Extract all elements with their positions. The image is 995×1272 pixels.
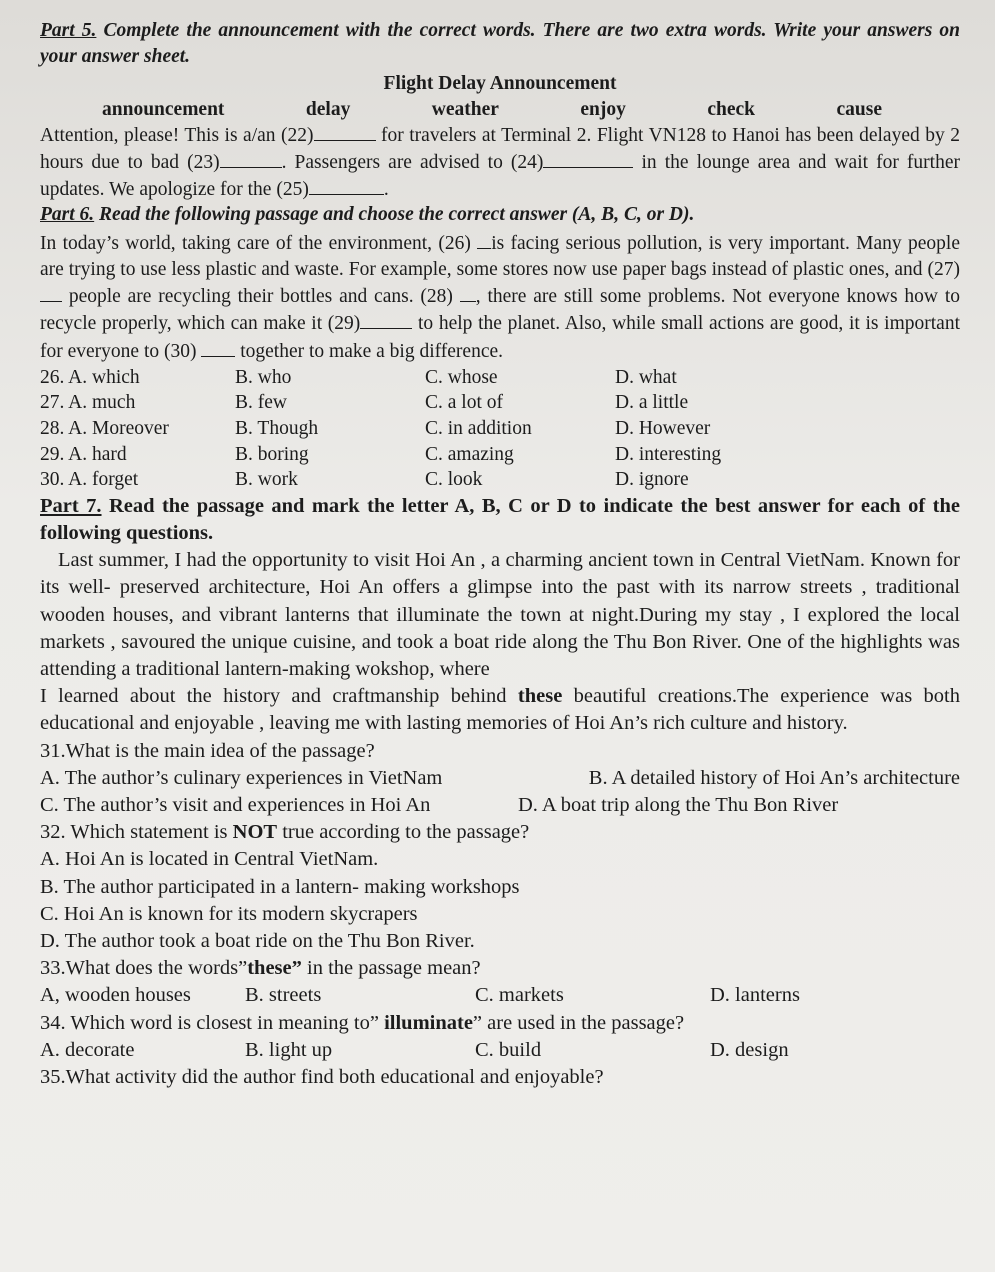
question-34 [40, 1010, 960, 1037]
option-d[interactable]: D. interesting [615, 443, 722, 465]
question-32 [40, 819, 960, 846]
option-c[interactable]: C. markets [475, 984, 564, 1007]
question-row [40, 442, 960, 468]
option-d[interactable]: D. design [710, 1038, 789, 1061]
question-row [40, 390, 960, 416]
option-a[interactable]: 28. A. Moreover [40, 417, 169, 439]
blank-24[interactable] [543, 149, 633, 168]
announcement-text-5: . [383, 178, 389, 200]
option-d[interactable]: D. The author took a boat ride on the Thu Bon River. [40, 929, 475, 952]
option-a[interactable]: 29. A. hard [40, 443, 127, 465]
part7-passage-para2 [40, 683, 960, 737]
part6-label: Part 6. [40, 204, 95, 226]
part6-questions [40, 365, 960, 493]
question-row [40, 416, 960, 442]
question-33-these: these” [247, 957, 302, 980]
blank-27[interactable] [40, 283, 62, 302]
question-row [40, 365, 960, 391]
blank-28[interactable] [460, 283, 476, 302]
announcement-text [40, 122, 960, 202]
option-a[interactable]: A. decorate [40, 1038, 135, 1061]
blank-23[interactable] [220, 149, 282, 168]
question-31-options [40, 792, 960, 819]
option-c[interactable]: C. Hoi An is known for its modern skycrapers [40, 902, 418, 925]
option-a[interactable]: A. Hoi An is located in Central VietNam. [40, 848, 379, 871]
option-c[interactable]: C. a lot of [425, 392, 503, 414]
announcement-title: Flight Delay Announcement [383, 73, 617, 95]
question-33-text: 33.What does the words” [40, 957, 248, 980]
option-c[interactable]: C. look [425, 469, 483, 491]
question-32-not: NOT [232, 821, 278, 844]
part6-passage-4: , there are still some problems. Not everyone knows how to recycle properly, which can make it (29) [40, 286, 960, 335]
option-c[interactable]: C. amazing [425, 443, 514, 465]
part6-passage-6: together to make a big difference. [235, 340, 504, 362]
word-bank-item: delay [305, 98, 351, 120]
option-d[interactable]: D. However [615, 417, 711, 439]
word-bank-item: enjoy [580, 98, 626, 120]
question-35: 35.What activity did the author find both educational and enjoyable? [40, 1066, 604, 1088]
part7-label: Part 7. [40, 494, 102, 517]
word-bank-item: cause [836, 98, 882, 120]
part7-heading [40, 493, 960, 547]
option-b[interactable]: B. light up [245, 1038, 333, 1061]
option-c[interactable]: C. build [475, 1038, 542, 1061]
part7-instructions: Read the passage and mark the letter A, B, C or D to indicate the best answer for each of the following questions. [40, 494, 960, 544]
option-a[interactable]: 26. A. which [40, 366, 140, 388]
option-b[interactable]: B. streets [245, 984, 322, 1007]
part7-passage-2a: I learned about the history and craftmanship behind [40, 685, 518, 708]
part6-passage-1: In today’s world, taking care of the environment, (26) [40, 232, 478, 254]
word-bank-item: check [707, 98, 756, 120]
passage-these-bold: these [517, 685, 563, 708]
question-31-options [40, 765, 960, 792]
option-a[interactable]: 30. A. forget [40, 469, 139, 491]
question-32-text-end: true according to the passage? [277, 821, 530, 844]
question-34-options [40, 1037, 960, 1064]
option-b[interactable]: B. few [235, 392, 287, 414]
blank-29[interactable] [360, 310, 412, 329]
option-d[interactable]: D. what [615, 366, 677, 388]
question-31: 31.What is the main idea of the passage? [40, 739, 375, 762]
part5-instructions: Complete the announcement with the correct words. There are two extra words. Write your answers on your answer sheet. [40, 20, 960, 67]
word-bank-item: announcement [102, 98, 225, 120]
part6-instructions: Read the following passage and choose the correct answer (A, B, C, or D). [94, 204, 695, 226]
option-b[interactable]: B. who [235, 366, 292, 388]
announcement-text-1: Attention, please! This is a/an (22) [40, 125, 314, 147]
option-a[interactable]: A, wooden houses [40, 984, 191, 1007]
question-34-text: 34. Which word is closest in meaning to” [40, 1011, 385, 1034]
option-b[interactable]: B. work [235, 469, 298, 491]
option-b[interactable]: B. A detailed history of Hoi An’s architecture [588, 766, 960, 789]
option-b[interactable]: B. The author participated in a lantern- making workshops [40, 875, 520, 898]
question-33-options [40, 982, 960, 1009]
blank-25[interactable] [309, 176, 384, 195]
option-d[interactable]: D. A boat trip along the Thu Bon River [518, 793, 839, 816]
worksheet-page [40, 18, 960, 1091]
blank-22[interactable] [314, 122, 376, 141]
part5-heading [40, 18, 960, 69]
question-32-text: 32. Which statement is [40, 821, 233, 844]
word-bank [40, 97, 882, 123]
part5-label: Part 5. [40, 20, 97, 41]
question-row [40, 467, 960, 493]
option-c[interactable]: C. whose [425, 366, 498, 388]
announcement-text-2: for travelers at Terminal 2. Flight VN128 to Hanoi has been delayed by 2 hours due to bad (23) [40, 125, 960, 173]
question-34-text-end: ” are used in the passage? [472, 1011, 685, 1034]
part6-heading [40, 202, 960, 228]
part6-passage-3: people are recycling their bottles and cans. (28) [62, 286, 460, 308]
option-d[interactable]: D. lanterns [710, 984, 800, 1007]
question-34-illuminate: illuminate [384, 1011, 473, 1034]
announcement-text-3: . Passengers are advised to (24) [281, 151, 544, 173]
option-a[interactable]: 27. A. much [40, 392, 136, 414]
part7-passage-2b: beautiful creations.The experience was both educational and enjoyable , leaving me with lasting memories of Hoi An’s rich culture and history. [40, 685, 960, 735]
blank-26[interactable] [477, 230, 491, 249]
option-d[interactable]: D. a little [615, 392, 689, 414]
part7-passage-para1: Last summer, I had the opportunity to visit Hoi An , a charming ancient town in Central VietNam. Known for its well- preserved architecture, Hoi An offers a glimpse into the past with its narrow streets , traditional wooden houses, and vibrant lanterns that illuminate the town at night.During my stay , I explored the local markets , savoured the unique cuisine, and took a boat ride along the Thu Bon River. One of the highlights was attending a traditional lantern-making wokshop, where [40, 549, 960, 680]
part6-passage-5: to help the planet. Also, while small actions are good, it is important for everyone to (30) [40, 313, 960, 362]
option-c[interactable]: C. in addition [425, 417, 532, 439]
option-a[interactable]: A. The author’s culinary experiences in VietNam [40, 766, 443, 789]
part6-passage-2: is facing serious pollution, is very important. Many people are trying to use less plastic and waste. For example, some stores now use paper bags instead of plastic ones, and (27) [40, 232, 960, 280]
question-33 [40, 955, 960, 982]
word-bank-item: weather [431, 98, 499, 120]
option-c[interactable]: C. The author’s visit and experiences in Hoi An [40, 793, 431, 816]
option-b[interactable]: B. boring [235, 443, 309, 465]
part6-passage [40, 230, 960, 365]
option-b[interactable]: B. Though [235, 417, 319, 439]
blank-30[interactable] [201, 338, 235, 357]
option-d[interactable]: D. ignore [615, 469, 689, 491]
announcement-text-4: in the lounge area and wait for further updates. We apologize for the (25) [40, 151, 960, 200]
question-33-text-end: in the passage mean? [301, 957, 481, 980]
